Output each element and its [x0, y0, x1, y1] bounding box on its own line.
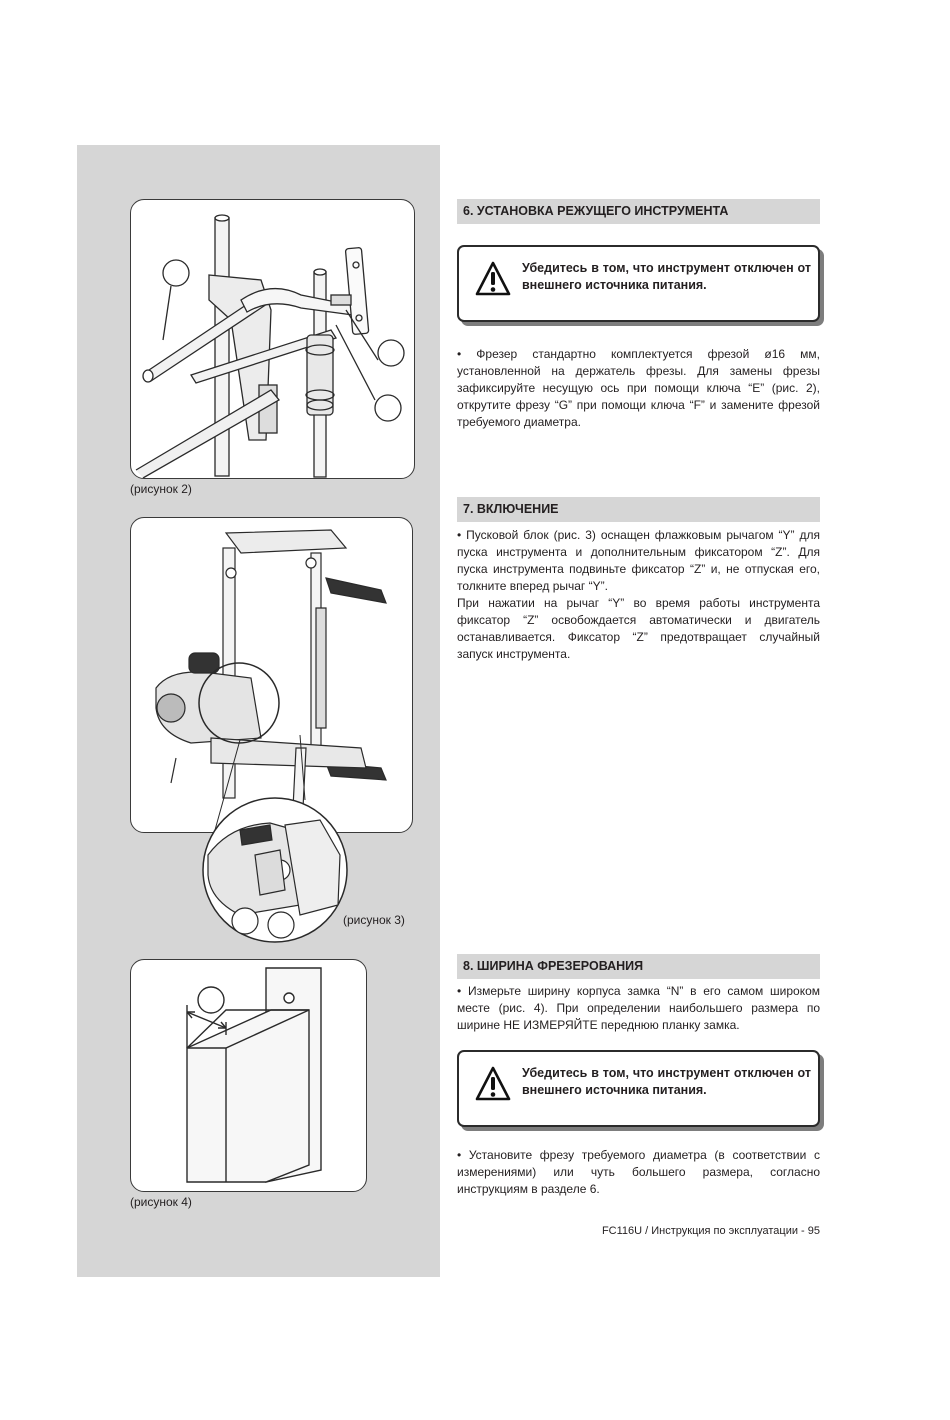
warning-text: Убедитесь в том, что инструмент отключен от внешнего источника питания. — [522, 261, 811, 292]
section-8-title: 8. ШИРИНА ФРЕЗЕРОВАНИЯ — [457, 954, 820, 979]
figure-2-caption: (рисунок 2) — [130, 482, 192, 496]
paragraph: • Установите фрезу требуемого диаметра (в соответствии с измерениями) или чуть большего размера, согласно инструкциям в разделе 6. — [457, 1148, 820, 1196]
figure-2 — [130, 199, 415, 479]
section-8-text — [457, 983, 820, 1034]
figure-3-caption: (рисунок 3) — [343, 913, 405, 927]
warning-text: Убедитесь в том, что инструмент отключен от внешнего источника питания. — [522, 1066, 811, 1097]
figure-2-drawing — [131, 200, 414, 478]
figure-4 — [130, 959, 367, 1192]
section-6-text — [457, 346, 820, 431]
paragraph: • Фрезер стандартно комплектуется фрезой ø16 мм, установленной на держатель фрезы. Для замены фрезы зафиксируйте несущую ось при помощи ключа “E” (рис. 2), открутите фрезу “G” при помощи ключа “F” и замените фрезой требуемого диаметра. — [457, 347, 820, 429]
paragraph: • Пусковой блок (рис. 3) оснащен флажковым рычагом “Y” для пуска инструмента и дополнительным фиксатором “Z”. Для пуска инструмента подвиньте фиксатор “Z” и, не отпуская его, толкните вперед рычаг “Y”. — [457, 528, 820, 593]
paragraph: При нажатии на рычаг “Y” во время работы инструмента фиксатор “Z” освобождается автоматически и двигатель останавливается. Фиксатор “Z” предотвращает случайный запуск инструмента. — [457, 596, 820, 661]
section-8-warning — [457, 1050, 820, 1127]
figure-3-connector — [190, 720, 310, 840]
section-7-title: 7. ВКЛЮЧЕНИЕ — [457, 497, 820, 522]
section-7-text — [457, 527, 820, 663]
figure-4-caption: (рисунок 4) — [130, 1195, 192, 1209]
figure-4-drawing — [131, 960, 366, 1191]
warning-icon — [475, 261, 511, 297]
section-6-warning — [457, 245, 820, 322]
section-8-text-2 — [457, 1147, 820, 1198]
page-footer: FC116U / Инструкция по эксплуатации - 95 — [601, 1225, 820, 1237]
warning-icon — [475, 1066, 511, 1102]
section-6-title: 6. УСТАНОВКА РЕЖУЩЕГО ИНСТРУМЕНТА — [457, 199, 820, 224]
paragraph: • Измерьте ширину корпуса замка “N” в его самом широком месте (рис. 4). При определении наибольшего размера по ширине НЕ ИЗМЕРЯЙТЕ переднюю планку замка. — [457, 984, 820, 1032]
